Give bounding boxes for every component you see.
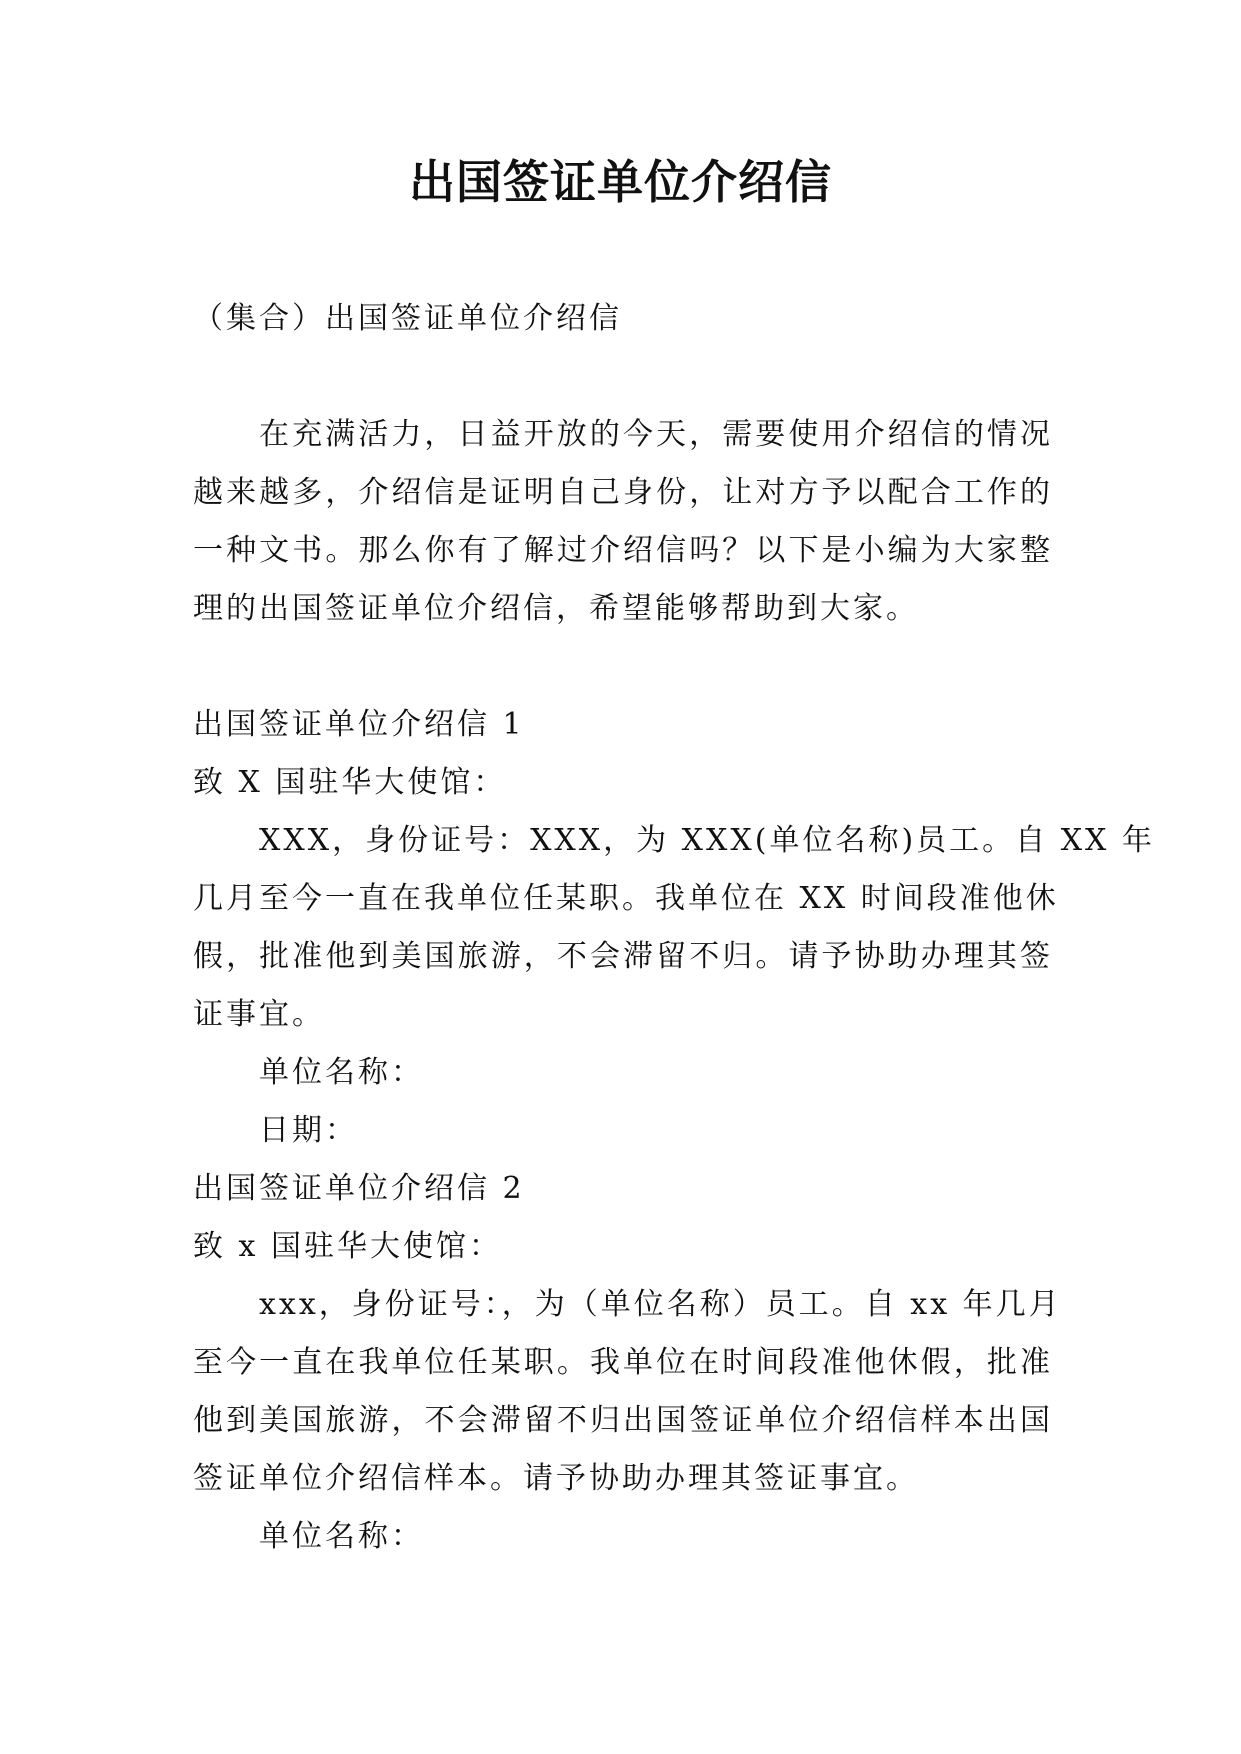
letter-2 <box>193 1160 1062 1566</box>
intro-line: 理的出国签证单位介绍信，希望能够帮助到大家。 <box>193 591 919 626</box>
letter-1-body-line: 证事宜。 <box>193 997 325 1032</box>
letter-1 <box>193 696 1155 1160</box>
letter-1-body-line: 假，批准他到美国旅游，不会滞留不归。请予协助办理其签 <box>193 939 1053 974</box>
intro-line: 在充满活力，日益开放的今天，需要使用介绍信的情况 <box>259 417 1053 452</box>
letter-2-body-line: 签证单位介绍信样本。请予协助办理其签证事宜。 <box>193 1461 919 1496</box>
letter-2-body-line: 他到美国旅游，不会滞留不归出国签证单位介绍信样本出国 <box>193 1403 1053 1438</box>
letter-2-heading: 出国签证单位介绍信 2 <box>193 1171 525 1206</box>
letter-1-date-label: 日期： <box>259 1113 358 1148</box>
intro-line: 一种文书。那么你有了解过介绍信吗？以下是小编为大家整 <box>193 533 1053 568</box>
letter-1-body-line: 几月至今一直在我单位任某职。我单位在 XX 时间段准他休 <box>193 881 1059 916</box>
document-subtitle: （集合）出国签证单位介绍信 <box>193 301 622 336</box>
letter-1-unit-label: 单位名称： <box>259 1055 424 1090</box>
document-body <box>193 290 1155 1566</box>
letter-2-unit-label: 单位名称： <box>259 1519 424 1554</box>
letter-1-salutation: 致 X 国驻华大使馆： <box>193 765 507 800</box>
intro-paragraph <box>193 406 1053 638</box>
letter-2-salutation: 致 x 国驻华大使馆： <box>193 1229 502 1264</box>
document-title: 出国签证单位介绍信 <box>409 155 832 209</box>
letter-1-heading: 出国签证单位介绍信 1 <box>193 707 525 742</box>
letter-1-body-line: XXX，身份证号：XXX，为 XXX(单位名称)员工。自 XX 年 <box>259 823 1155 858</box>
letter-2-body-line: xxx，身份证号：，为（单位名称）员工。自 xx 年几月 <box>259 1287 1062 1322</box>
intro-line: 越来越多，介绍信是证明自己身份，让对方予以配合工作的 <box>193 475 1053 510</box>
letter-2-body-line: 至今一直在我单位任某职。我单位在时间段准他休假，批准 <box>193 1345 1053 1380</box>
